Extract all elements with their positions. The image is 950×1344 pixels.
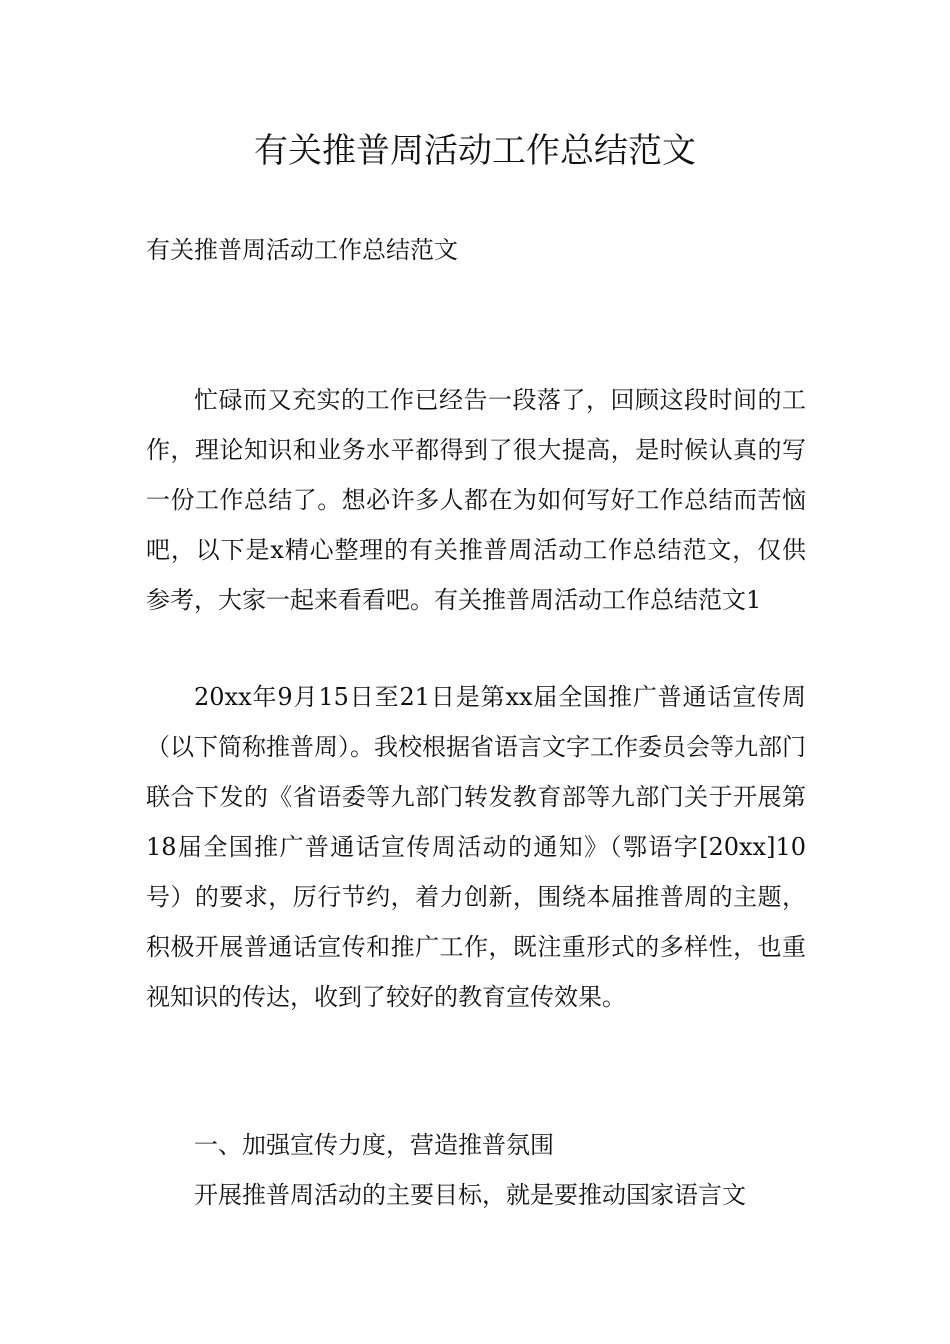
body-paragraph-intro: 忙碌而又充实的工作已经告一段落了，回顾这段时间的工作，理论知识和业务水平都得到了很大提高，是时候认真的写一份工作总结了。想必许多人都在为如何写好工作总结而苦恼吧，以下是x精心整理的有关推普周活动工作总结范文，仅供参考，大家一起来看看吧。有关推普周活动工作总结范文1 — [146, 386, 806, 614]
document-title: 有关推普周活动工作总结范文 — [254, 131, 696, 171]
section-heading: 一、加强宣传力度，营造推普氛围 — [194, 1131, 554, 1159]
document-subtitle: 有关推普周活动工作总结范文 — [146, 236, 458, 264]
body-paragraph-background: 20xx年9月15日至21日是第xx届全国推广普通话宣传周（以下简称推普周）。我校根据省语言文字工作委员会等九部门联合下发的《省语委等九部门转发教育部等九部门关于开展第18届全国推广普通话宣传周活动的通知》（鄂语字[20xx]10号）的要求，厉行节约，着力创新，围绕本届推普周的主题，积极开展普通话宣传和推广工作，既注重形式的多样性，也重视知识的传达，收到了较好的教育宣传效果。 — [146, 683, 806, 1011]
section-paragraph: 开展推普周活动的主要目标，就是要推动国家语言文 — [194, 1181, 746, 1209]
